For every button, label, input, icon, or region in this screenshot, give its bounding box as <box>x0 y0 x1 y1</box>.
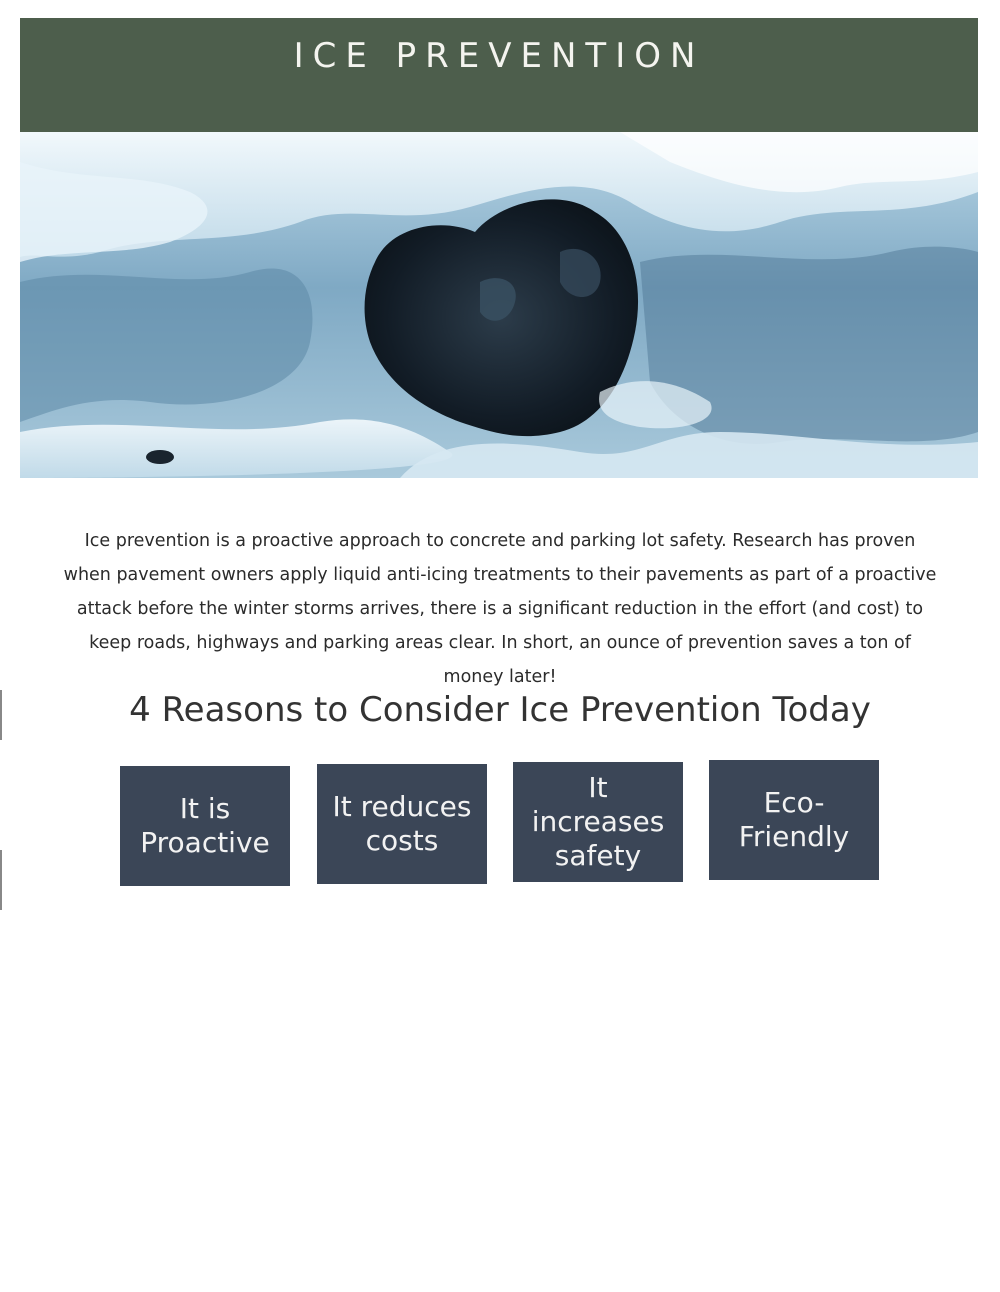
page-title: ICE PREVENTION <box>293 35 705 76</box>
scan-edge-mark <box>0 850 2 910</box>
title-banner <box>20 18 978 132</box>
reason-label: It reduces costs <box>332 790 472 857</box>
reason-label: It is Proactive <box>140 792 270 859</box>
reason-box-reduces-costs <box>317 764 487 884</box>
reason-label: It increases safety <box>531 771 665 872</box>
reason-box-eco-friendly <box>709 760 879 880</box>
intro-paragraph: Ice prevention is a proactive approach to concrete and parking lot safety. Research has proven when pavement owners apply liquid anti-icing treatments to their pavements as part of a proactive attack before the winter storms arrives, there is a significant reduction in the effort (and cost) to keep roads, highways and parking areas clear. In short, an ounce of prevention saves a ton of money later! <box>63 531 937 687</box>
reasons-heading: 4 Reasons to Consider Ice Prevention Today <box>129 690 871 730</box>
scan-edge-mark <box>0 690 2 740</box>
reason-box-proactive <box>120 766 290 886</box>
ice-cave-image <box>20 132 978 478</box>
reason-label: Eco-Friendly <box>738 786 850 853</box>
reason-box-increases-safety <box>513 762 683 882</box>
reasons-row <box>0 760 1000 890</box>
ice-photo <box>20 132 978 478</box>
